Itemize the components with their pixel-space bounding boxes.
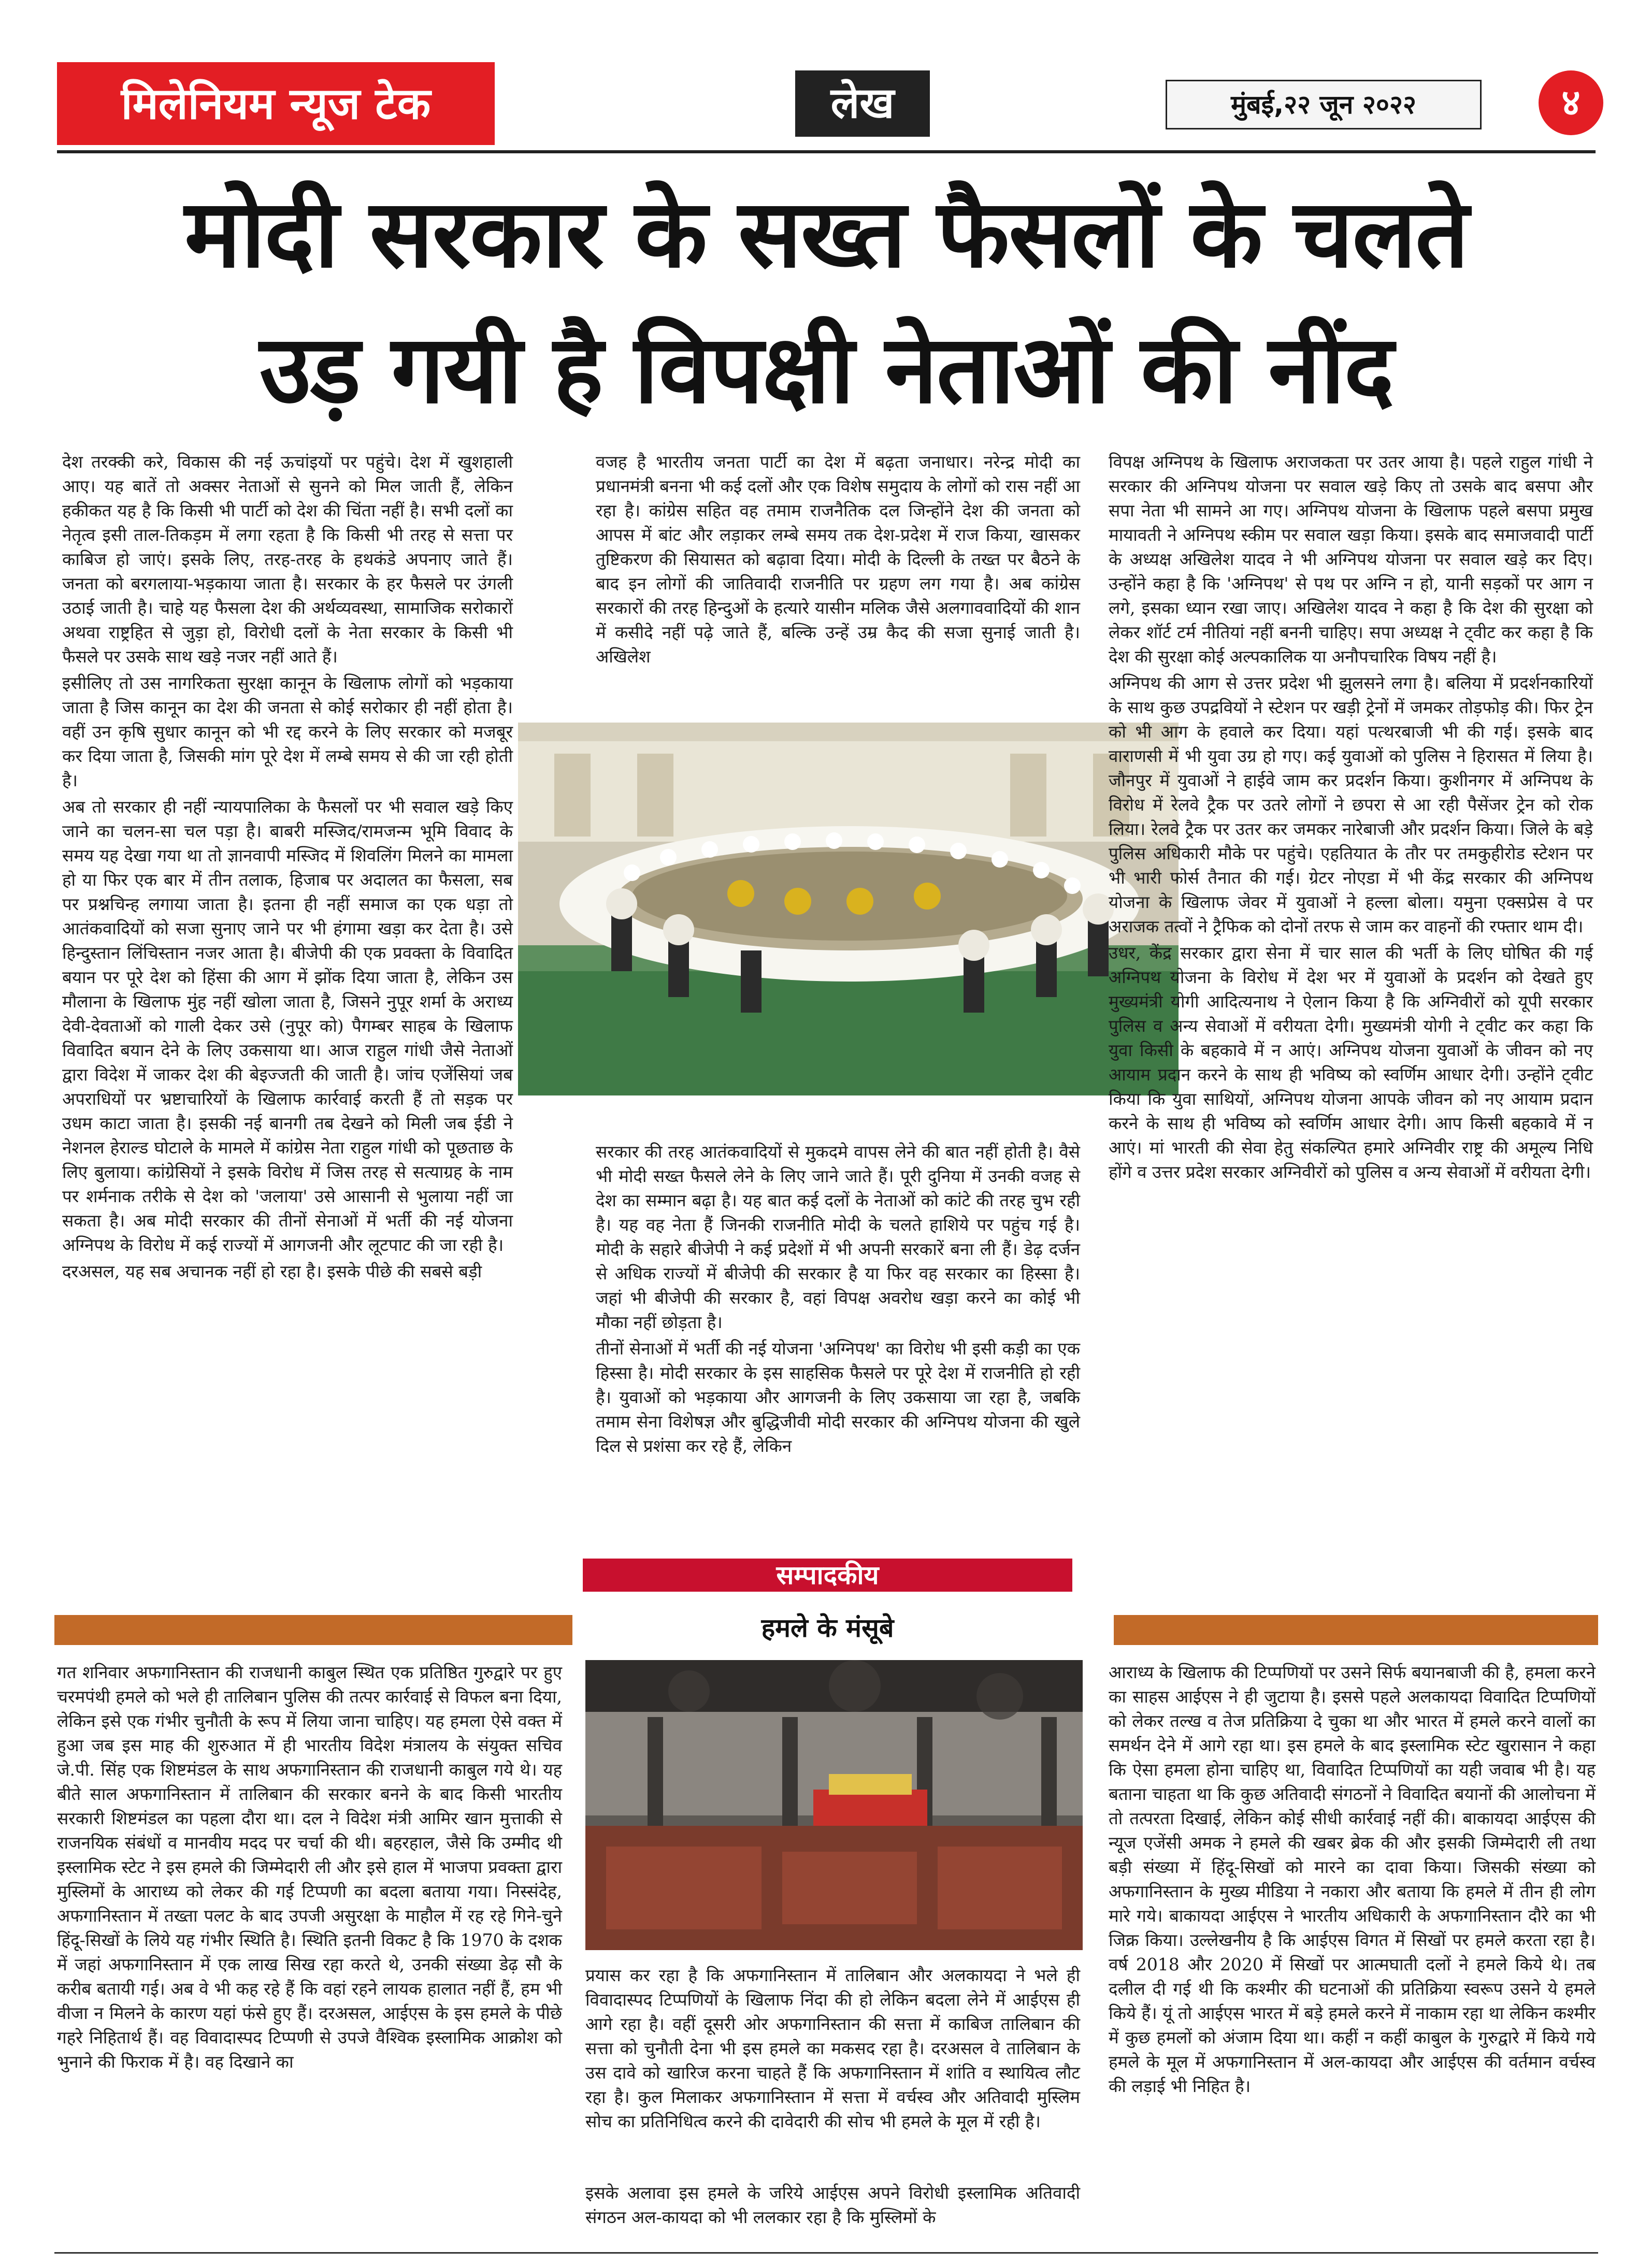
section-name: लेख xyxy=(795,70,930,137)
editorial-paragraph: गत शनिवार अफगानिस्तान की राजधानी काबुल स्थित एक प्रतिष्ठित गुरुद्वारे पर हुए चरमपंथी हमले को भले ही तालिबान पुलिस की तत्पर कार्रवाई से विफल बना दिया, लेकिन इसे एक गंभीर चुनौती के रूप में लिया जाना चाहिए। यह हमला ऐसे वक्त में हुआ जब इस माह की शुरुआत में ही भारतीय विदेश मंत्रालय के संयुक्त सचिव जे.पी. सिंह एक शिष्टमंडल के साथ अफगानिस्तान की राजधानी काबुल गये थे। यह बीते साल अफगानिस्तान में तालिबान की सरकार बनने के बाद किसी भारतीय सरकारी शिष्टमंडल का पहला दौरा था। दल ने विदेश मंत्री आमिर खान मुत्ताकी से राजनयिक संबंधों व मानवीय मदद पर चर्चा की थी। बहरहाल, जैसे कि उम्मीद थी इस्लामिक स्टेट ने इस हमले की जिम्मेदारी ली और इसे हाल में भाजपा प्रवक्ता द्वारा मुस्लिमों के आराध्य को लेकर की गई टिप्पणी का बदला बताया गया। निस्संदेह, अफगानिस्तान में तख्ता पलट के बाद उपजी असुरक्षा के माहौल में रह रहे गिने-चुने हिंदू-सिखों के लिये यह गंभीर स्थिति है। स्थिति इतनी विकट है कि 1970 के दशक में जहां अफगानिस्तान में एक लाख सिख रहा करते थे, उनकी संख्या डेढ़ सौ के करीब बतायी गई। अब वे भी कह रहे हैं कि वहां रहने लायक हालात नहीं हैं, हम भी वीजा न मिलने के कारण यहां फंसे हुए हैं। दरअसल, आईएस के इस हमले के पीछे गहरे निहितार्थ हैं। वह विवादास्पद टिप्पणी से उपजे वैश्विक इस्लामिक आक्रोश को भुनाने की फिराक में है। वह दिखाने का xyxy=(57,1662,562,2072)
editorial-column-2-continued xyxy=(585,2181,1080,2248)
gurdwara-photo-graphic xyxy=(585,1660,1083,1950)
article-paragraph: इसीलिए तो उस नागरिकता सुरक्षा कानून के खिलाफ लोगों को भड़काया जाता है जिस कानून का देश की जनता से कोई सरोकार ही नहीं होता है। वहीं उन कृषि सुधार कानून को भी रद्द करने के लिए सरकार को मजबूर कर दिया जाता है, जिसकी मांग पूरे देश में लम्बे समय से की जा रही होती है। xyxy=(62,673,513,790)
editorial-paragraph: इसके अलावा इस हमले के जरिये आईएस अपने विरोधी इस्लामिक अतिवादी संगठन अल-कायदा को भी ललकार रहा है कि मुस्लिमों के xyxy=(585,2183,1080,2227)
editorial-band-left xyxy=(54,1615,572,1645)
article-paragraph: वजह है भारतीय जनता पार्टी का देश में बढ़ता जनाधार। नरेन्द्र मोदी का प्रधानमंत्री बनना भी कई दलों और एक विशेष समुदाय के लोगों को रास नहीं आ रहा है। कांग्रेस सहित वह तमाम राजनैतिक दल जिन्होंने देश की जनता को आपस में बांट और लड़ाकर लम्बे समय तक देश-प्रदेश में राज किया, खासकर तुष्टिकरण की सियासत को बढ़ावा दिया। मोदी के दिल्ली के तख्त पर बैठने के बाद इन लोगों की जातिवादी राजनीति पर ग्रहण लग गया है। अब कांग्रेस सरकारों की तरह हिन्दुओं के हत्यारे यासीन मलिक जैसे अलगाववादियों की शान में कसीदे नहीं पढ़े जाते हैं, बल्कि उन्हें उम्र कैद की सजा सुनाई जाती है। अखिलेश xyxy=(596,452,1080,667)
article-column-3 xyxy=(1109,450,1593,1548)
article-paragraph: उधर, केंद्र सरकार द्वारा सेना में चार साल की भर्ती के लिए घोषित की गई अग्निपथ योजना के विरोध में देश भर में युवाओं के प्रदर्शन को देखते हुए मुख्यमंत्री योगी आदित्यनाथ ने ऐलान किया है कि अग्निवीरों को यूपी सरकार पुलिस व अन्य सेवाओं में वरीयता देगी। मुख्यमंत्री योगी ने ट्वीट कर कहा कि युवा किसी के बहकावे में न आएं। अग्निपथ योजना युवाओं के जीवन को नए आयाम प्रदान करने के साथ ही भविष्य को स्वर्णिम आधार देगी। उन्होंने ट्वीट किया कि युवा साथियों, अग्निपथ योजना आपके जीवन को नए आयाम प्रदान करने के साथ ही भविष्य को स्वर्णिम आधार देगी। आप किसी बहकावे में न आएं। मां भारती की सेवा हेतु संकल्पित हमारे अग्निवीर राष्ट्र की अमूल्य निधि होंगे व उत्तर प्रदेश सरकार अग्निवीरों को पुलिस व अन्य सेवाओं में वरीयता देगी। xyxy=(1109,943,1593,1182)
page-number: ४ xyxy=(1539,70,1603,135)
article-paragraph: अब तो सरकार ही नहीं न्यायपालिका के फैसलों पर भी सवाल खड़े किए जाने का चलन-सा चल पड़ा है। बाबरी मस्जिद/रामजन्म भूमि विवाद के समय यह देखा गया था तो ज्ञानवापी मस्जिद में शिवलिंग मिलने का मामला हो या फिर एक बार में तीन तलाक, हिजाब पर अदालत का फैसला, सब पर प्रश्नचिन्ह लगाया जाता है। इतना ही नहीं समाज का एक धड़ा तो आतंकवादियों को सजा सुनाए जाने पर भी हंगामा खड़ा कर देता है। उसे हिन्दुस्तान लिंचिस्तान नजर आता है। बीजेपी की एक प्रवक्ता के विवादित बयान पर पूरे देश को हिंसा की आग में झोंक दिया जाता है, लेकिन उस मौलाना के खिलाफ मुंह नहीं खोला जाता है, जिसने नुपूर शर्मा के अराध्य देवी-देवताओं को गाली देकर उसे (नुपूर को) पैगम्बर साहब के खिलाफ विवादित बयान देने के लिए उकसाया था। आज राहुल गांधी जैसे नेताओं द्वारा विदेश में जाकर देश की बेइज्जती की जाती है। जांच एजेंसियां जब अपराधियों पर भ्रष्टाचारियों के खिलाफ कार्रवाई करती हैं तो सड़क पर उधम काटा जाता है। इसकी नई बानगी तब देखने को मिली जब ईडी ने नेशनल हेराल्ड घोटाले के मामले में कांग्रेस नेता राहुल गांधी को पूछताछ के लिए बुलाया। कांग्रेसियों ने इसके विरोध में जिस तरह से सत्याग्रह के नाम पर शर्मनाक तरीके से देश को 'जलाया' उसे आसानी से भुलाया नहीं जा सकता है। अब मोदी सरकार की तीनों सेनाओं में भर्ती की नई योजना अग्निपथ के विरोध में कई राज्यों में आगजनी और लूटपाट की जा रही है। xyxy=(62,797,513,1255)
article-column-2-bottom xyxy=(596,1140,1080,1554)
main-headline xyxy=(57,166,1596,437)
header-rule xyxy=(57,150,1596,153)
headline-line-1: मोदी सरकार के सख्त फैसलों के चलते xyxy=(184,179,1468,289)
editorial-paragraph: आराध्य के खिलाफ की टिप्पणियों पर उसने सिर्फ बयानबाजी की है, हमला करने का साहस आईएस ने ही जुटाया है। इससे पहले अलकायदा विवादित टिप्पणियों को लेकर तल्ख व तेज प्रतिक्रिया दे चुका था और भारत में हमले करने वालों का समर्थन देने में आगे रहा था। इस हमले के बाद इस्लामिक स्टेट खुरासान ने कहा कि ऐसा हमला होना चाहिए था, विवादित टिप्पणियों का यही जवाब भी है। यह बताना चाहता था कि कुछ अतिवादी संगठनों ने विवादित बयानों की आलोचना में तो तत्परता दिखाई, लेकिन कोई सीधी कार्रवाई नहीं की। बाकायदा आईएस की न्यूज एजेंसी अमक ने हमले की खबर ब्रेक की और इसकी जिम्मेदारी ली तथा बड़ी संख्या में हिंदू-सिखों को मारने का दावा किया। जिसकी संख्या को अफगानिस्तान के मुख्य मीडिया ने नकारा और बताया कि हमले में तीन ही लोग मारे गये। बाकायदा आईएस ने भारतीय अधिकारी के अफगानिस्तान दौरे का भी जिक्र किया। उल्लेखनीय है कि आईएस विगत में सिखों पर हमले करता रहा है। वर्ष 2018 और 2020 में सिखों पर आत्मघाती दलों ने हमले किये थे। तब दलील दी गई थी कि कश्मीर की घटनाओं की प्रतिक्रिया स्वरूप उसने ये हमले किये हैं। यूं तो आईएस भारत में बड़े हमले करने में नाकाम रहा था लेकिन कश्मीर में कुछ हमलों को अंजाम दिया था। कहीं न कहीं काबुल के गुरुद्वारे में किये गये हमले के मूल में अफगानिस्तान में अल-कायदा और आईएस की वर्तमान वर्चस्व की लड़ाई भी निहित है। xyxy=(1109,1662,1596,2096)
meeting-photo-graphic xyxy=(518,723,1179,1095)
article-column-1 xyxy=(62,450,513,1548)
article-paragraph: देश तरक्की करे, विकास की नई ऊचांइयों पर पहुंचे। देश में खुशहाली आए। यह बातें तो अक्सर नेताओं से सुनने को मिल जाती हैं, लेकिन हकीकत यह है कि किसी भी पार्टी को देश की चिंता नहीं है। सभी दलों का नेतृत्व इसी ताल-तिकड़म में लगा रहता है कि किसी भी तरह से सत्ता पर काबिज हो जाएं। इसके लिए, तरह-तरह के हथकंडे अपनाए जाते हैं। जनता को बरगलाया-भड़काया जाता है। सरकार के हर फैसले पर उंगली उठाई जाती है। चाहे यह फैसला देश की अर्थव्यवस्था, सामाजिक सरोकारों अथवा राष्ट्रहित से जुड़ा हो, विरोधी दलों के नेता सरकार के किसी भी फैसले पर उसके साथ खड़े नजर नहीं आते हैं। xyxy=(62,452,513,667)
meeting-photo xyxy=(518,723,1179,1095)
footer-rule xyxy=(54,2252,1598,2254)
issue-date: मुंबई,२२ जून २०२२ xyxy=(1166,80,1482,129)
masthead xyxy=(57,62,1596,145)
editorial-paragraph: प्रयास कर रहा है कि अफगानिस्तान में तालिबान और अलकायदा ने भले ही विवादास्पद टिप्पणियों के खिलाफ निंदा की हो लेकिन बदला लेने में आईएस ही आगे रहा है। वहीं दूसरी ओर अफगानिस्तान की सत्ता में काबिज तालिबान की सत्ता को चुनौती देना भी इस हमले का मकसद रहा है। दरअसल वे तालिबान के उस दावे को खारिज करना चाहते हैं कि अफगानिस्तान में शांति व स्थायित्व लौट रहा है। कुल मिलाकर अफगानिस्तान में सत्ता में वर्चस्व और अतिवादी मुस्लिम सोच का प्रतिनिधित्व करने की दावेदारी की सोच भी हमले के मूल में रही है। xyxy=(585,1965,1081,2131)
editorial-title: हमले के मंसूबे xyxy=(761,1613,894,1643)
editorial-band-right xyxy=(1114,1615,1598,1645)
article-paragraph: तीनों सेनाओं में भर्ती की नई योजना 'अग्निपथ' का विरोध भी इसी कड़ी का एक हिस्सा है। मोदी सरकार के इस साहसिक फैसले पर पूरे देश में राजनीति हो रही है। युवाओं को भड़काया और आगजनी के लिए उकसाया जा रहा है, जबकि तमाम सेना विशेषज्ञ और बुद्धिजीवी मोदी सरकार की अग्निपथ योजना की खुले दिल से प्रशंसा कर रहे हैं, लेकिन xyxy=(596,1338,1080,1456)
article-column-2-top xyxy=(596,450,1080,719)
article-paragraph: सरकार की तरह आतंकवादियों से मुकदमे वापस लेने की बात नहीं होती है। वैसे भी मोदी सख्त फैसले लेने के लिए जाने जाते हैं। पूरी दुनिया में उनकी वजह से देश का सम्मान बढ़ा है। यह बात कई दलों के नेताओं को कांटे की तरह चुभ रही है। यह वह नेता हैं जिनकी राजनीति मोदी के चलते हाशिये पर पहुंच गई है। मोदी के सहारे बीजेपी ने कई प्रदेशों में भी अपनी सरकारें बना ली हैं। डेढ़ दर्जन से अधिक राज्यों में बीजेपी की सरकार है या फिर वह सरकार का हिस्सा है। जहां भी बीजेपी की सरकार है, वहां विपक्ष अवरोध खड़ा करने का कोई भी मौका नहीं छोड़ता है। xyxy=(596,1142,1080,1332)
article-paragraph: अग्निपथ की आग से उत्तर प्रदेश भी झुलसने लगा है। बलिया में प्रदर्शनकारियों के साथ कुछ उपद्रवियों ने स्टेशन पर खड़ी ट्रेनों में जमकर तोड़फोड़ की। फिर ट्रेन को भी आग के हवाले कर दिया। यहां पत्थरबाजी भी की गई। इसके बाद वाराणसी में भी युवा उग्र हो गए। कई युवाओं को पुलिस ने हिरासत में लिया है। जौनपुर में युवाओं ने हाईवे जाम कर प्रदर्शन किया। कुशीनगर में अग्निपथ के विरोध में रेलवे ट्रैक पर उतरे लोगों ने छपरा से आ रही पैसेंजर ट्रेन को रोक लिया। रेलवे ट्रैक पर उतर कर जमकर नारेबाजी और प्रदर्शन किया। जिले के बड़े पुलिस अधिकारी मौके पर पहुंचे। एहतियात के तौर पर तमकुहीरोड स्टेशन पर भी भारी फोर्स तैनात की गई। ग्रेटर नोएडा में भी केंद्र सरकार की अग्निपथ योजना के खिलाफ जेवर में युवाओं ने हल्ला बोला। यमुना एक्सप्रेस वे पर अराजक तत्वों ने ट्रैफिक को दोनों तरफ से जाम कर वाहनों की रफ्तार थाम दी। xyxy=(1109,673,1593,936)
headline-line-2: उड़ गयी है विपक्षी नेताओं की नींद xyxy=(259,314,1394,424)
article-paragraph: विपक्ष अग्निपथ के खिलाफ अराजकता पर उतर आया है। पहले राहुल गांधी ने सरकार की अग्निपथ योजना पर सवाल खड़े किए तो उसके बाद बसपा और सपा नेता भी सामने आ गए। अग्निपथ योजना के खिलाफ पहले बसपा प्रमुख मायावती ने अग्निपथ स्कीम पर सवाल खड़ा किया। इसके बाद समाजवादी पार्टी के अध्यक्ष अखिलेश यादव ने भी अग्निपथ योजना पर सवाल खड़े कर दिए। उन्होंने कहा है कि 'अग्निपथ' से पथ पर अग्नि न हो, यानी सड़कों पर आग न लगे, इसका ध्यान रखा जाए। अखिलेश यादव ने कहा है कि देश की सुरक्षा को लेकर शॉर्ट टर्म नीतियां नहीं बननी चाहिए। सपा अध्यक्ष ने ट्वीट कर कहा है कि देश की सुरक्षा कोई अल्पकालिक या अनौपचारिक विषय नहीं है। xyxy=(1109,452,1593,667)
editorial-column-1 xyxy=(57,1660,562,2245)
newspaper-brand: मिलेनियम न्यूज टेक xyxy=(57,62,495,145)
editorial-column-2 xyxy=(585,1963,1081,2131)
editorial-label: सम्पादकीय xyxy=(583,1559,1072,1592)
editorial-column-3 xyxy=(1109,1660,1596,2245)
gurdwara-photo xyxy=(585,1660,1083,1950)
article-paragraph: दरअसल, यह सब अचानक नहीं हो रहा है। इसके पीछे की सबसे बड़ी xyxy=(62,1261,482,1281)
